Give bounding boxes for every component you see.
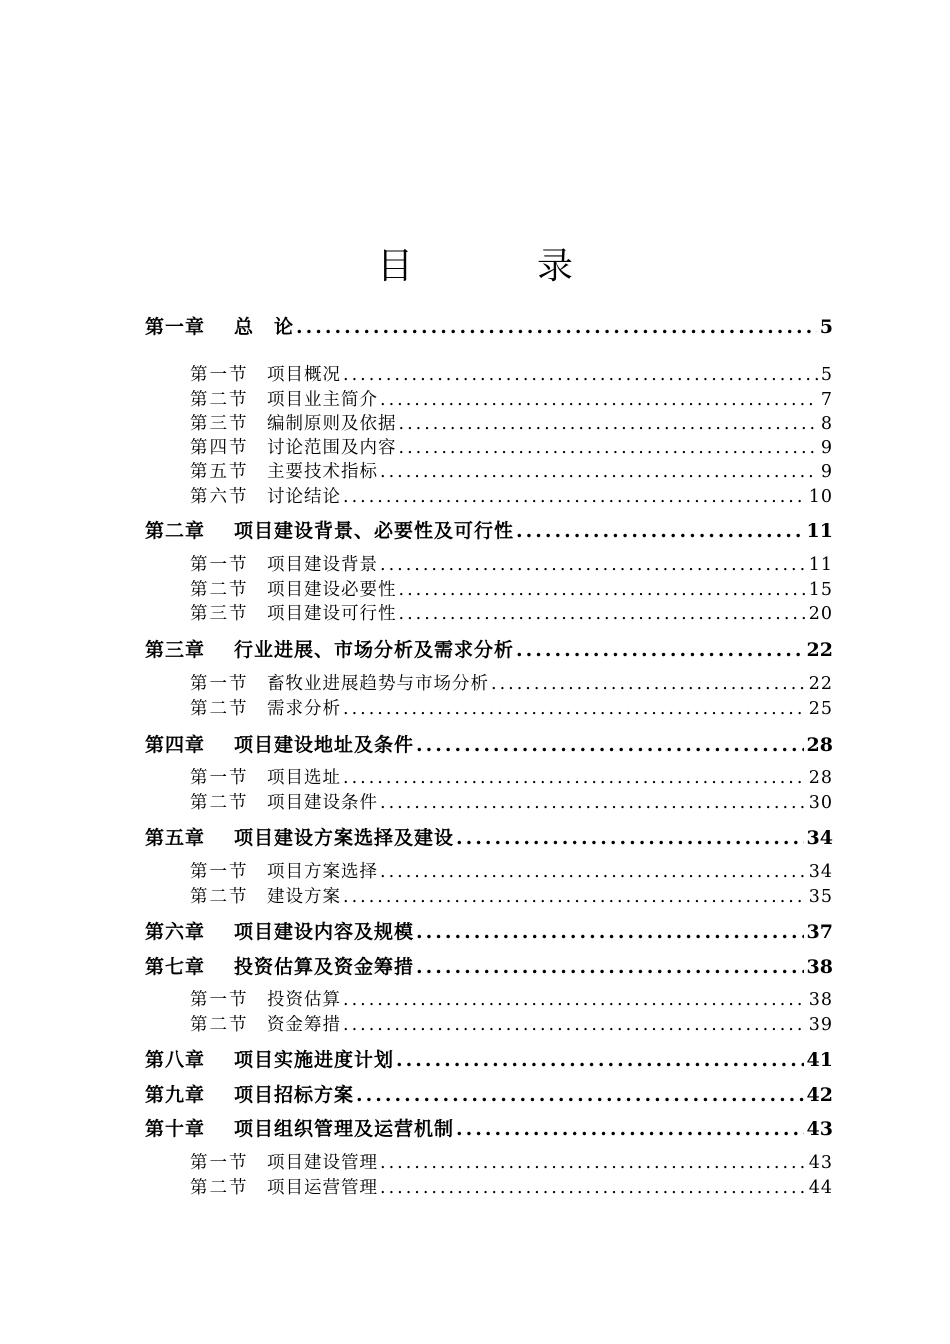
dot-leader [516, 520, 804, 542]
dot-leader [399, 414, 818, 434]
toc-entry-number: 第三节 [190, 604, 249, 624]
toc-entry-label: 建设方案 [267, 887, 341, 907]
toc-page-number: 5 [820, 365, 833, 385]
toc-entry-label: 项目建设条件 [267, 793, 378, 813]
dot-leader [380, 862, 806, 882]
dot-leader [416, 921, 804, 943]
toc-chapter-entry[interactable] [145, 823, 833, 849]
toc-entry-label: 投资估算及资金筹措 [234, 956, 415, 978]
toc-entry-number: 第二节 [190, 793, 249, 813]
toc-entry-label: 讨论结论 [267, 487, 341, 507]
toc-entry-number: 第六章 [145, 921, 206, 943]
toc-entry-number: 第二节 [190, 699, 249, 719]
toc-entry-number: 第二节 [190, 390, 249, 410]
toc-page-number: 22 [808, 674, 833, 694]
toc-page-number: 30 [808, 793, 833, 813]
dot-leader [416, 734, 804, 756]
toc-chapter-entry[interactable] [145, 952, 833, 978]
toc-entry-number: 第五节 [190, 462, 249, 482]
toc-section-entry[interactable] [190, 764, 833, 788]
dot-leader [491, 674, 806, 694]
dot-leader [343, 365, 818, 385]
toc-page-number: 44 [808, 1178, 833, 1198]
toc-page-number: 35 [808, 887, 833, 907]
toc-entry-number: 第二节 [190, 1178, 249, 1198]
toc-page-number: 8 [820, 414, 833, 434]
toc-entry-number: 第一节 [190, 768, 249, 788]
toc-section-entry[interactable] [190, 386, 833, 410]
toc-entry-label: 项目建设内容及规模 [234, 921, 415, 943]
dot-leader [380, 1178, 806, 1198]
toc-page-number: 34 [806, 827, 833, 849]
toc-entry-label: 行业进展、市场分析及需求分析 [234, 639, 515, 661]
toc-entry-label: 畜牧业进展趋势与市场分析 [267, 674, 489, 694]
toc-entry-label: 项目招标方案 [234, 1084, 355, 1106]
dot-leader [399, 604, 806, 624]
toc-entry-label: 主要技术指标 [267, 462, 378, 482]
toc-entry-label: 讨论范围及内容 [267, 438, 397, 458]
toc-chapter-entry[interactable] [145, 1114, 833, 1140]
toc-page-number: 9 [820, 462, 833, 482]
toc-page-number: 42 [806, 1084, 833, 1106]
toc-entry-number: 第一节 [190, 862, 249, 882]
toc-entry-label: 项目运营管理 [267, 1178, 378, 1198]
toc-page-number: 9 [820, 438, 833, 458]
toc-entry-number: 第九章 [145, 1084, 206, 1106]
toc-entry-label: 项目建设背景、必要性及可行性 [234, 520, 515, 542]
toc-entry-label: 项目选址 [267, 768, 341, 788]
toc-page-number: 37 [806, 921, 833, 943]
dot-leader [516, 639, 804, 661]
toc-entry-label: 项目实施进度计划 [234, 1049, 395, 1071]
toc-entry-number: 第二节 [190, 887, 249, 907]
toc-entry-number: 第七章 [145, 956, 206, 978]
toc-page-number: 11 [808, 555, 833, 575]
toc-page-number: 38 [806, 956, 833, 978]
toc-entry-label: 项目方案选择 [267, 862, 378, 882]
toc-section-entry[interactable] [190, 600, 833, 624]
toc-entry-number: 第四节 [190, 438, 249, 458]
toc-section-entry[interactable] [190, 483, 833, 507]
toc-entry-number: 第一节 [190, 555, 249, 575]
toc-section-entry[interactable] [190, 858, 833, 882]
toc-page-number: 10 [808, 487, 833, 507]
toc-section-entry[interactable] [190, 1149, 833, 1173]
toc-section-entry[interactable] [190, 695, 833, 719]
toc-chapter-entry[interactable] [145, 635, 833, 661]
toc-chapter-entry[interactable] [145, 917, 833, 943]
toc-section-entry[interactable] [190, 576, 833, 600]
toc-page-number: 28 [806, 734, 833, 756]
toc-chapter-entry[interactable] [145, 1045, 833, 1071]
dot-leader [343, 699, 806, 719]
toc-page-number: 22 [806, 639, 833, 661]
dot-leader [399, 438, 818, 458]
toc-entry-number: 第三节 [190, 414, 249, 434]
dot-leader [343, 1015, 806, 1035]
toc-page-number: 25 [808, 699, 833, 719]
toc-section-entry[interactable] [190, 361, 833, 385]
toc-entry-label: 投资估算 [267, 990, 341, 1010]
toc-entry-label: 项目建设地址及条件 [234, 734, 415, 756]
dot-leader [399, 580, 806, 600]
toc-entry-label: 项目建设可行性 [267, 604, 397, 624]
toc-page-number: 39 [808, 1015, 833, 1035]
dot-leader [296, 316, 817, 338]
dot-leader [356, 1084, 804, 1106]
toc-entry-label: 项目建设管理 [267, 1153, 378, 1173]
toc-entry-number: 第二节 [190, 1015, 249, 1035]
toc-entry-label: 项目业主简介 [267, 390, 378, 410]
dot-leader [456, 827, 804, 849]
toc-entry-number: 第二节 [190, 580, 249, 600]
toc-entry-label: 项目组织管理及运营机制 [234, 1118, 455, 1140]
dot-leader [380, 555, 806, 575]
toc-entry-number: 第六节 [190, 487, 249, 507]
toc-section-entry[interactable] [190, 789, 833, 813]
toc-entry-number: 第十章 [145, 1118, 206, 1140]
toc-page-number: 11 [806, 520, 833, 542]
toc-section-entry[interactable] [190, 434, 833, 458]
dot-leader [343, 887, 806, 907]
toc-page-number: 43 [808, 1153, 833, 1173]
toc-page-number: 41 [806, 1049, 833, 1071]
toc-entry-number: 第八章 [145, 1049, 206, 1071]
toc-entry-label: 需求分析 [267, 699, 341, 719]
toc-section-entry[interactable] [190, 551, 833, 575]
toc-entry-label: 资金筹措 [267, 1015, 341, 1035]
toc-section-entry[interactable] [190, 410, 833, 434]
dot-leader [343, 768, 806, 788]
toc-entry-label: 项目建设背景 [267, 555, 378, 575]
toc-page-number: 34 [808, 862, 833, 882]
toc-entry-number: 第五章 [145, 827, 206, 849]
toc-entry-number: 第四章 [145, 734, 206, 756]
toc-section-entry[interactable] [190, 1011, 833, 1035]
toc-title: 目 录 [376, 246, 617, 287]
toc-entry-label: 项目建设必要性 [267, 580, 397, 600]
toc-page-number: 43 [806, 1118, 833, 1140]
dot-leader [380, 793, 806, 813]
dot-leader [456, 1118, 804, 1140]
toc-section-entry[interactable] [190, 883, 833, 907]
toc-entry-number: 第二章 [145, 520, 206, 542]
dot-leader [380, 462, 818, 482]
toc-entry-number: 第一节 [190, 1153, 249, 1173]
toc-entry-label: 项目概况 [267, 365, 341, 385]
toc-section-entry[interactable] [190, 670, 833, 694]
toc-chapter-entry[interactable] [145, 730, 833, 756]
toc-page-number: 38 [808, 990, 833, 1010]
toc-section-entry[interactable] [190, 458, 833, 482]
toc-entry-label: 编制原则及依据 [267, 414, 397, 434]
toc-entry-label: 总 论 [234, 316, 295, 338]
toc-chapter-entry[interactable] [145, 1080, 833, 1106]
toc-page-number: 28 [808, 768, 833, 788]
toc-section-entry[interactable] [190, 986, 833, 1010]
dot-leader [380, 390, 818, 410]
toc-entry-number: 第一节 [190, 674, 249, 694]
dot-leader [380, 1153, 806, 1173]
toc-page-number: 20 [808, 604, 833, 624]
toc-chapter-entry[interactable] [145, 312, 833, 338]
dot-leader [416, 956, 804, 978]
toc-entry-label: 项目建设方案选择及建设 [234, 827, 455, 849]
toc-entry-number: 第一节 [190, 990, 249, 1010]
toc-page-number: 15 [808, 580, 833, 600]
toc-entry-number: 第一章 [145, 316, 206, 338]
toc-page-number: 5 [819, 316, 833, 338]
dot-leader [343, 990, 806, 1010]
toc-section-entry[interactable] [190, 1174, 833, 1198]
toc-chapter-entry[interactable] [145, 516, 833, 542]
toc-page-number: 7 [820, 390, 833, 410]
toc-entry-number: 第一节 [190, 365, 249, 385]
dot-leader [343, 487, 806, 507]
dot-leader [396, 1049, 804, 1071]
toc-entry-number: 第三章 [145, 639, 206, 661]
